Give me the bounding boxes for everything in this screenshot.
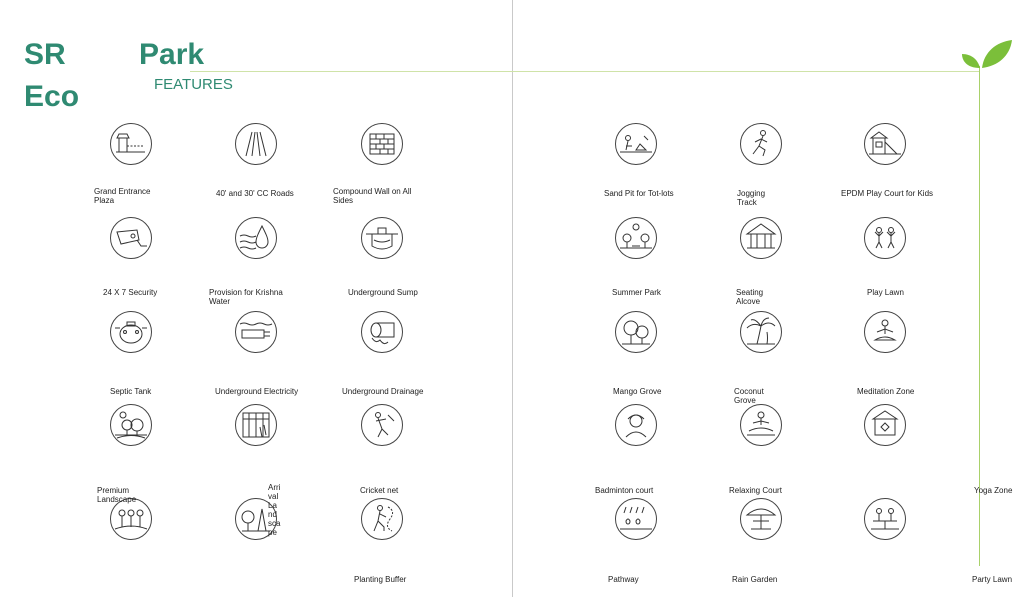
label-mango-grove: Mango Grove — [613, 387, 662, 396]
umbrella-table-icon — [740, 498, 782, 540]
label-seating-alcove: Seating Alcove — [736, 288, 764, 306]
label-septic-tank: Septic Tank — [110, 387, 152, 396]
leaf-icon — [960, 38, 1016, 74]
brick-wall-icon — [361, 123, 403, 165]
label-arrival-landscape: Arri val La nd sca pe — [268, 483, 281, 537]
label-security: 24 X 7 Security — [103, 288, 158, 297]
label-grand-entrance: Grand Entrance Plaza — [94, 187, 151, 205]
relaxing-person-icon — [740, 404, 782, 446]
label-play-lawn: Play Lawn — [867, 288, 904, 297]
label-krishna-water: Provision for Krishna Water — [209, 288, 283, 306]
label-relaxing-court: Relaxing Court — [729, 486, 782, 495]
jogger-icon — [740, 123, 782, 165]
cctv-camera-icon — [110, 217, 152, 259]
label-yoga-zone: Yoga Zone — [974, 486, 1013, 495]
badminton-icon — [615, 404, 657, 446]
sump-tank-icon — [361, 217, 403, 259]
cricket-player-icon — [361, 404, 403, 446]
sandpit-icon — [615, 123, 657, 165]
yoga-icon — [864, 404, 906, 446]
walking-person-icon — [361, 498, 403, 540]
play-structure-icon — [864, 123, 906, 165]
label-jogging-track: Jogging Track — [737, 189, 766, 207]
garden-trees-icon — [110, 404, 152, 446]
label-summer-park: Summer Park — [612, 288, 661, 297]
road-icon — [235, 123, 277, 165]
electric-cable-icon — [235, 311, 277, 353]
label-meditation-zone: Meditation Zone — [857, 387, 915, 396]
label-party-lawn: Party Lawn — [972, 575, 1013, 584]
drain-pipe-icon — [361, 311, 403, 353]
header-divider — [190, 71, 980, 72]
label-rain-garden: Rain Garden — [732, 575, 778, 584]
label-cricket-net: Cricket net — [360, 486, 399, 495]
label-epdm-play-court: EPDM Play Court for Kids — [841, 189, 934, 198]
septic-tank-icon — [110, 311, 152, 353]
mango-tree-icon — [615, 311, 657, 353]
label-planting-buffer: Planting Buffer — [354, 575, 407, 584]
water-drop-icon — [235, 217, 277, 259]
party-table-icon — [864, 498, 906, 540]
flowers-icon — [110, 498, 152, 540]
gate-icon — [110, 123, 152, 165]
landscape-grid-icon — [235, 404, 277, 446]
label-compound-wall: Compound Wall on All Sides — [333, 187, 412, 205]
gazebo-icon — [740, 217, 782, 259]
brand-subtitle: FEATURES — [154, 76, 233, 93]
label-underground-electricity: Underground Electricity — [215, 387, 299, 396]
label-underground-drainage: Underground Drainage — [342, 387, 424, 396]
rain-icon — [615, 498, 657, 540]
label-underground-sump: Underground Sump — [348, 288, 418, 297]
label-cc-roads: 40' and 30' CC Roads — [216, 189, 294, 198]
brand-eco: Eco — [24, 80, 80, 113]
brand-park: Park — [139, 38, 205, 71]
meditation-icon — [864, 311, 906, 353]
summer-park-icon — [615, 217, 657, 259]
label-pathway: Pathway — [608, 575, 639, 584]
label-sand-pit: Sand Pit for Tot-lots — [604, 189, 674, 198]
label-coconut-grove: Coconut Grove — [734, 387, 764, 405]
coconut-palm-icon — [740, 311, 782, 353]
label-badminton-court: Badminton court — [595, 486, 654, 495]
play-kids-icon — [864, 217, 906, 259]
brand-sr: SR — [24, 38, 66, 71]
label-premium-landscape: Premium Landscape — [97, 486, 137, 504]
